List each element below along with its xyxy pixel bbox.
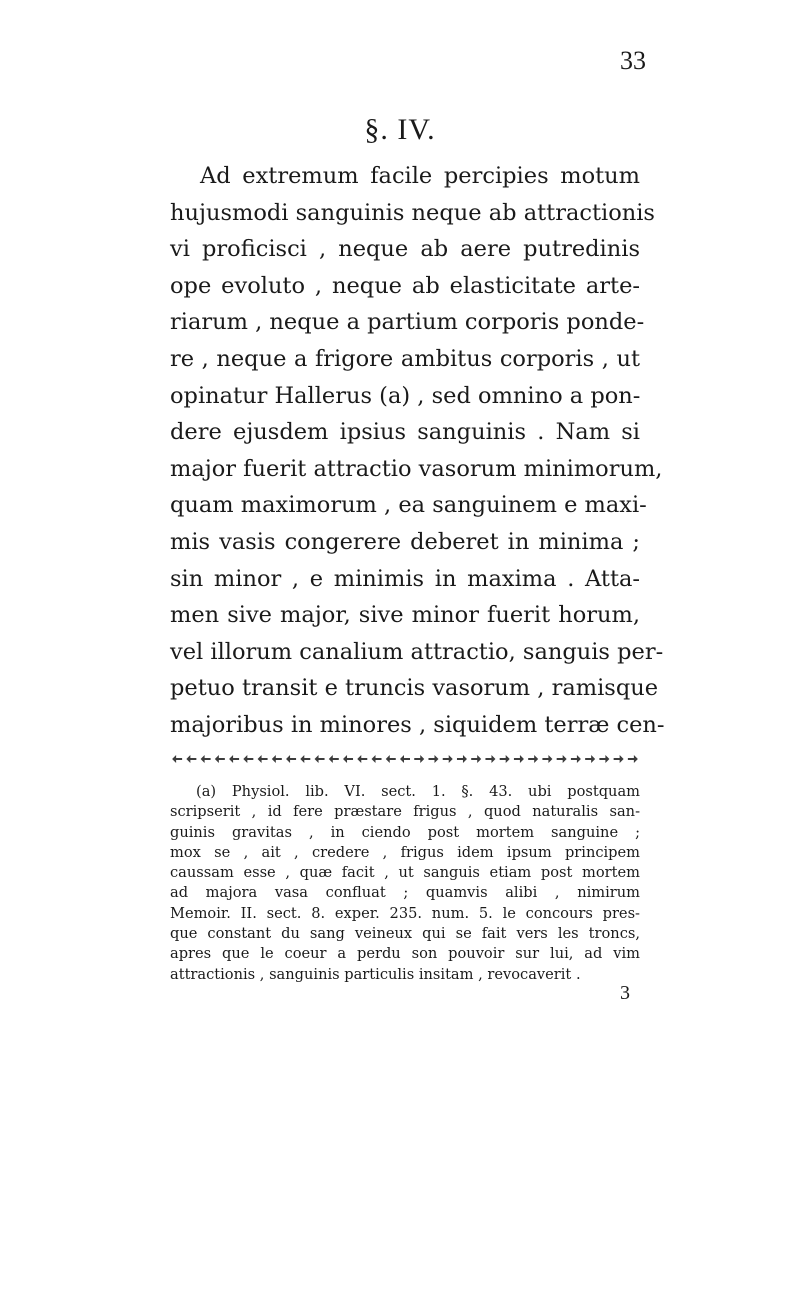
main-paragraph <box>170 158 665 744</box>
arrow-right-icon <box>528 755 538 763</box>
arrow-left-icon <box>386 755 396 763</box>
arrow-right-icon <box>542 755 552 763</box>
arrow-left-icon <box>243 755 253 763</box>
paragraph-line: ope evoluto , neque ab elasticitate arte- <box>170 272 640 299</box>
paragraph-line: opinatur Hallerus (a) , sed omnino a pon- <box>170 382 641 409</box>
footnote-line: apres que le coeur a perdu son pouvoir sur lui, ad vim <box>170 945 640 963</box>
footnote-line: scripserit , id fere præstare frigus , quod naturalis san- <box>170 803 640 821</box>
ornament-svg <box>170 752 640 766</box>
arrow-right-icon <box>571 755 581 763</box>
paragraph-line: mis vasis congerere deberet in minima ; <box>170 528 640 555</box>
arrow-left-icon <box>272 755 282 763</box>
arrow-left-icon <box>201 755 211 763</box>
arrow-right-icon <box>471 755 481 763</box>
paragraph-line: quam maximorum , ea sanguinem e maxi- <box>170 492 647 519</box>
paragraph-line: re , neque a frigore ambitus corporis , ut <box>170 345 640 372</box>
paragraph-line: majoribus in minores , siquidem terræ cen- <box>170 711 665 738</box>
arrow-right-icon <box>557 755 567 763</box>
arrow-left-icon <box>343 755 353 763</box>
arrow-left-icon <box>372 755 382 763</box>
paragraph-line: Ad extremum facile percipies motum <box>200 163 640 189</box>
paragraph-line: hujusmodi sanguinis neque ab attractionis <box>170 199 655 226</box>
section-heading: §. IV. <box>364 113 436 146</box>
arrow-left-icon <box>215 755 225 763</box>
paragraph-line: dere ejusdem ipsius sanguinis . Nam si <box>170 419 640 446</box>
footnote <box>170 782 640 985</box>
arrow-left-icon <box>357 755 367 763</box>
paragraph-line: petuo transit e truncis vasorum , ramisque <box>170 675 659 702</box>
paragraph-line: sin minor , e minimis in maxima . Atta- <box>170 565 640 592</box>
paragraph-line: men sive major, sive minor fuerit horum, <box>170 602 640 629</box>
footnote-line: attractionis , sanguinis particulis insitam , revocaverit . <box>170 965 581 983</box>
footnote-line: Memoir. II. sect. 8. exper. 235. num. 5. le concours pres- <box>170 904 640 922</box>
arrow-left-icon <box>172 755 182 763</box>
paragraph-line: vi proficisci , neque ab aere putredinis <box>170 236 640 263</box>
arrow-left-icon <box>229 755 239 763</box>
arrow-left-icon <box>186 755 196 763</box>
arrow-right-icon <box>443 755 453 763</box>
arrow-right-icon <box>485 755 495 763</box>
arrow-left-icon <box>286 755 296 763</box>
arrow-right-icon <box>428 755 438 763</box>
arrow-left-icon <box>315 755 325 763</box>
footnote-line: mox se , ait , credere , frigus idem ipsum principem <box>170 843 640 861</box>
footnote-line: que constant du sang veineux qui se fait vers les troncs, <box>170 925 640 943</box>
ornamental-arrow-rule-icon <box>170 752 640 766</box>
arrow-right-icon <box>414 755 424 763</box>
arrow-right-icon <box>457 755 467 763</box>
page-number: 33 <box>620 46 646 75</box>
arrow-right-icon <box>514 755 524 763</box>
paragraph-line: vel illorum canalium attractio, sanguis per- <box>170 638 664 665</box>
arrow-right-icon <box>599 755 609 763</box>
arrow-left-icon <box>400 755 410 763</box>
footnote-line: guinis gravitas , in ciendo post mortem sanguine ; <box>170 823 640 841</box>
footnote-line: ad majora vasa confluat ; quamvis alibi , nimirum <box>170 884 640 902</box>
paragraph-line: major fuerit attractio vasorum minimorum, <box>170 455 663 482</box>
footnote-line: (a) Physiol. lib. VI. sect. 1. §. 43. ubi postquam <box>196 783 640 800</box>
arrow-left-icon <box>300 755 310 763</box>
arrow-right-icon <box>585 755 595 763</box>
arrow-right-icon <box>500 755 510 763</box>
footnote-line: caussam esse , quæ facit , ut sanguis etiam post mortem <box>170 864 640 882</box>
arrow-left-icon <box>329 755 339 763</box>
arrow-right-icon <box>628 755 638 763</box>
paragraph-line: riarum , neque a partium corporis ponde- <box>170 309 645 336</box>
signature-mark: 3 <box>620 982 630 1004</box>
arrow-left-icon <box>258 755 268 763</box>
arrow-right-icon <box>614 755 624 763</box>
